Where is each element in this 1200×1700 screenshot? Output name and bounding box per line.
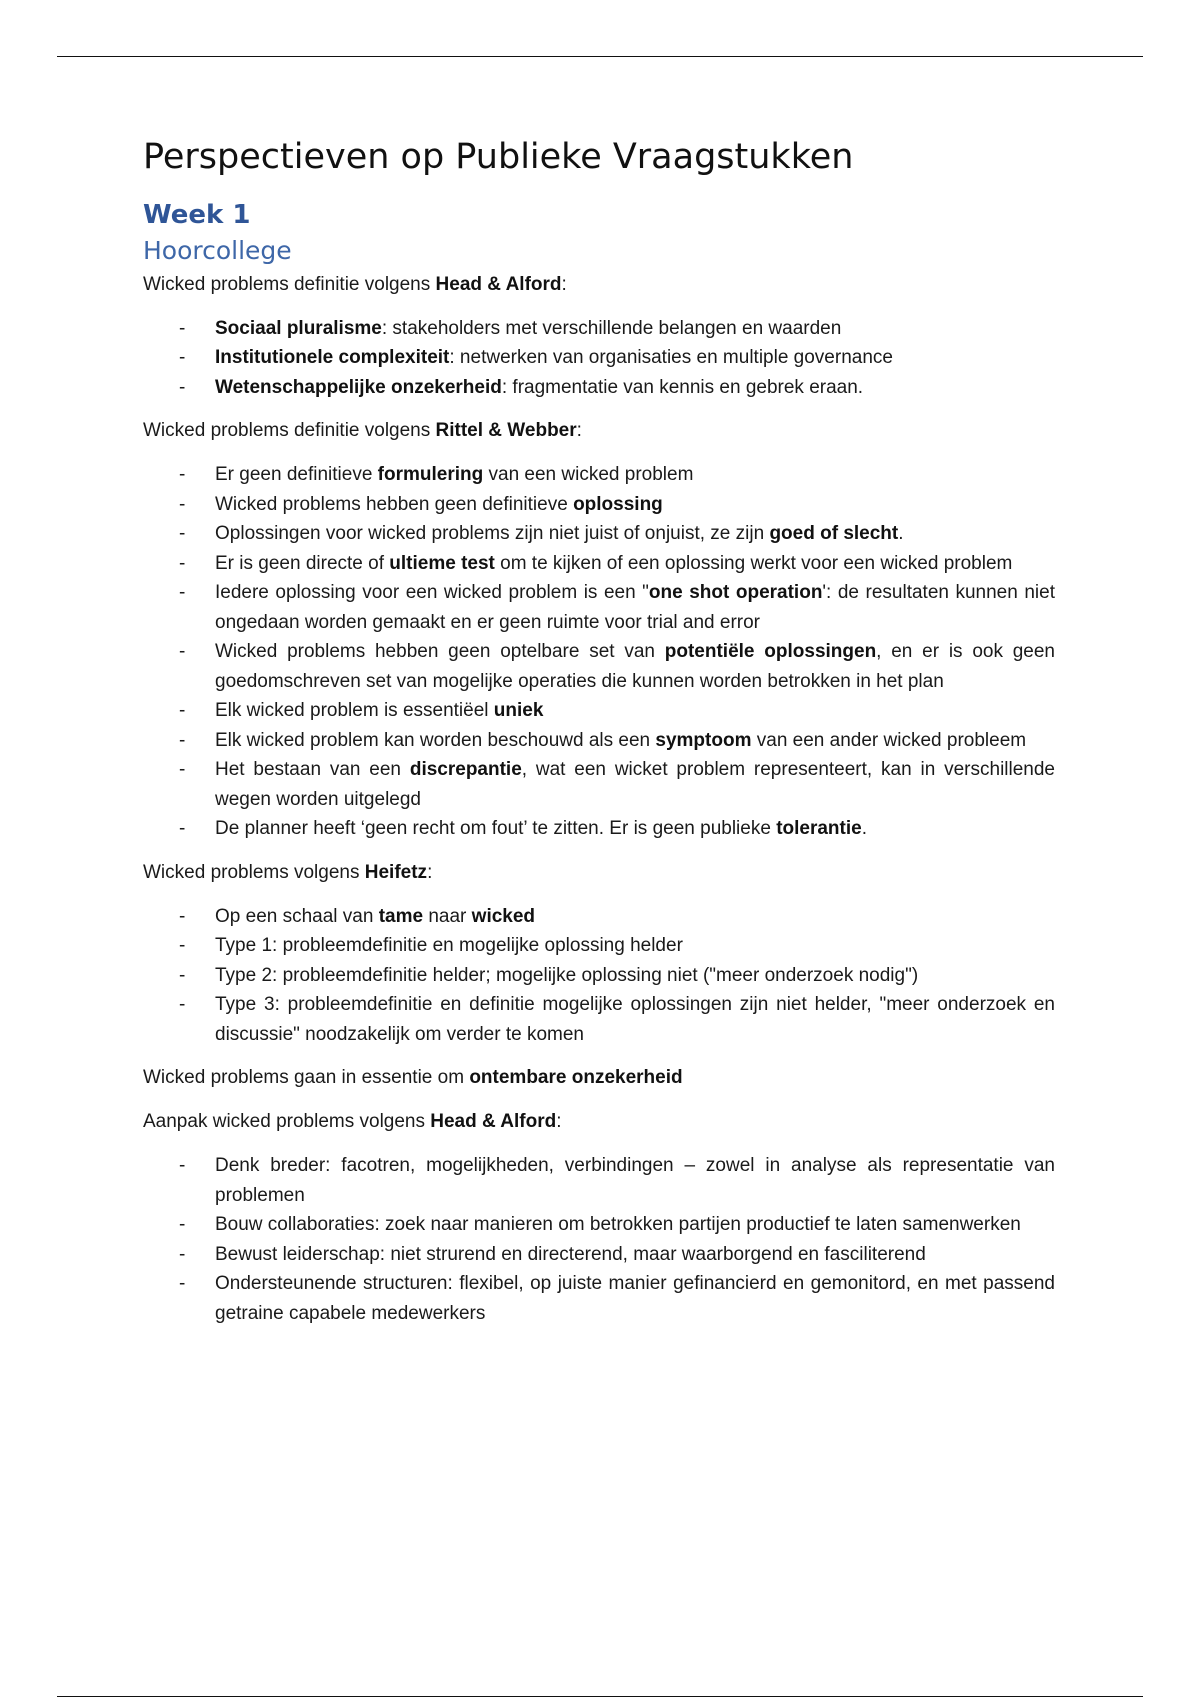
text-run: :: [576, 420, 582, 442]
list-item: [143, 726, 1055, 756]
footer-rule: [57, 1696, 1143, 1697]
bold-text: Heifetz: [364, 861, 428, 883]
list-item: [143, 1210, 1055, 1240]
text-run: Type 2: probleemdefinitie helder; mogelijke oplossing niet ("meer onderzoek nodig"): [215, 964, 919, 986]
text-run: Denk breder: facotren, mogelijkheden, verbindingen – zowel in analyse als representatie van problemen: [215, 1155, 1055, 1206]
list-item: [143, 1240, 1055, 1270]
text-run: Wicked problems definitie volgens: [143, 420, 436, 442]
list-item: [143, 490, 1055, 520]
list-item: [143, 343, 1055, 373]
bold-text: oplossing: [573, 493, 663, 515]
list-item: [143, 902, 1055, 932]
dash-bullet-icon: -: [179, 1214, 186, 1236]
text-run: ': de resultaten kunnen niet ongedaan worden gemaakt en er geen ruimte voor trial and error: [215, 582, 1055, 633]
text-run: Ondersteunende structuren: flexibel, op juiste manier gefinancierd en gemonitord, en met passend getraine capabele medewerkers: [215, 1273, 1055, 1324]
document-body: [143, 136, 1055, 1342]
bullet-list: [143, 460, 1055, 844]
list-item: [143, 549, 1055, 579]
list-item: [143, 1269, 1055, 1328]
bold-text: one shot operation: [648, 582, 823, 604]
bold-text: Sociaal pluralisme: [215, 317, 382, 339]
text-run: : netwerken van organisaties en multiple governance: [449, 347, 893, 369]
paragraph: [143, 1107, 1055, 1137]
list-item: [143, 696, 1055, 726]
dash-bullet-icon: -: [179, 759, 186, 781]
bold-text: ultieme test: [389, 552, 495, 574]
dash-bullet-icon: -: [179, 493, 186, 515]
list-item: [143, 814, 1055, 844]
bold-text: uniek: [493, 700, 544, 722]
list-item: [143, 931, 1055, 961]
list-item: [143, 637, 1055, 696]
bold-text: Wetenschappelijke onzekerheid: [215, 376, 502, 398]
text-run: : stakeholders met verschillende belangen en waarden: [381, 317, 842, 339]
bold-text: wicked: [471, 905, 536, 927]
text-run: Wicked problems hebben geen definitieve: [215, 493, 574, 515]
list-item: [143, 990, 1055, 1049]
header-rule: [57, 56, 1143, 57]
dash-bullet-icon: -: [179, 317, 186, 339]
list-item: [143, 519, 1055, 549]
list-item: [143, 314, 1055, 344]
text-run: Er is geen directe of: [215, 552, 390, 574]
bold-text: discrepantie: [409, 759, 522, 781]
paragraph: [143, 416, 1055, 446]
dash-bullet-icon: -: [179, 347, 186, 369]
bold-text: goed of slecht: [769, 523, 899, 545]
dash-bullet-icon: -: [179, 994, 186, 1016]
list-item: [143, 755, 1055, 814]
week-heading: Week 1: [143, 200, 251, 230]
list-item: [143, 1151, 1055, 1210]
list-item: [143, 460, 1055, 490]
text-run: Bewust leiderschap: niet strurend en directerend, maar waarborgend en fasciliterend: [215, 1243, 926, 1265]
bold-text: tolerantie: [776, 818, 862, 840]
bold-text: formulering: [377, 464, 484, 486]
dash-bullet-icon: -: [179, 641, 186, 663]
text-run: .: [861, 818, 867, 840]
bullet-list: [143, 1151, 1055, 1328]
paragraph: [143, 270, 1055, 300]
list-item: [143, 578, 1055, 637]
text-run: : fragmentatie van kennis en gebrek eraan.: [501, 376, 864, 398]
dash-bullet-icon: -: [179, 552, 186, 574]
bold-text: Institutionele complexiteit: [215, 347, 450, 369]
list-item: [143, 961, 1055, 991]
text-run: Aanpak wicked problems volgens: [143, 1111, 431, 1133]
page-title: Perspectieven op Publieke Vraagstukken: [143, 137, 854, 177]
dash-bullet-icon: -: [179, 523, 186, 545]
bold-text: Head & Alford: [435, 273, 562, 295]
bold-text: Head & Alford: [430, 1111, 557, 1133]
text-run: om te kijken of een oplossing werkt voor een wicked problem: [494, 552, 1013, 574]
bold-text: potentiële oplossingen: [664, 641, 877, 663]
text-run: :: [556, 1111, 562, 1133]
dash-bullet-icon: -: [179, 935, 186, 957]
bullet-list: [143, 902, 1055, 1050]
text-run: Op een schaal van: [215, 905, 379, 927]
dash-bullet-icon: -: [179, 1243, 186, 1265]
text-run: De planner heeft ‘geen recht om fout’ te zitten. Er is geen publieke: [215, 818, 777, 840]
bold-text: tame: [378, 905, 424, 927]
text-run: , en er is ook geen goedomschreven set van mogelijke operaties die kunnen worden betrokken in het plan: [215, 641, 1055, 692]
dash-bullet-icon: -: [179, 905, 186, 927]
bullet-list: [143, 314, 1055, 403]
text-run: Type 1: probleemdefinitie en mogelijke oplossing helder: [215, 935, 683, 957]
text-run: , wat een wicket problem representeert, kan in verschillende wegen worden uitgelegd: [215, 759, 1055, 810]
text-run: van een wicked problem: [483, 464, 694, 486]
text-run: Bouw collaboraties: zoek naar manieren om betrokken partijen productief te laten samenwerken: [215, 1214, 1021, 1236]
text-run: Elk wicked problem is essentiëel: [215, 700, 494, 722]
paragraph: [143, 1063, 1055, 1093]
paragraph: [143, 858, 1055, 888]
dash-bullet-icon: -: [179, 582, 186, 604]
dash-bullet-icon: -: [179, 818, 186, 840]
text-run: :: [427, 861, 433, 883]
dash-bullet-icon: -: [179, 464, 186, 486]
bold-text: Rittel & Webber: [435, 420, 577, 442]
text-run: Iedere oplossing voor een wicked problem is een ": [215, 582, 649, 604]
text-run: Wicked problems gaan in essentie om: [143, 1067, 470, 1089]
text-run: Oplossingen voor wicked problems zijn niet juist of onjuist, ze zijn: [215, 523, 770, 545]
dash-bullet-icon: -: [179, 1273, 186, 1295]
text-run: Er geen definitieve: [215, 464, 378, 486]
notes-content: [143, 270, 1055, 1329]
dash-bullet-icon: -: [179, 700, 186, 722]
text-run: Het bestaan van een: [215, 759, 410, 781]
dash-bullet-icon: -: [179, 376, 186, 398]
text-run: Wicked problems volgens: [143, 861, 365, 883]
text-run: Wicked problems hebben geen optelbare set van: [215, 641, 665, 663]
dash-bullet-icon: -: [179, 964, 186, 986]
text-run: .: [898, 523, 904, 545]
text-run: Type 3: probleemdefinitie en definitie mogelijke oplossingen zijn niet helder, "meer onderzoek en discussie" noodzakelijk om verder te komen: [215, 994, 1055, 1045]
text-run: Elk wicked problem kan worden beschouwd als een: [215, 729, 656, 751]
dash-bullet-icon: -: [179, 1155, 186, 1177]
bold-text: symptoom: [655, 729, 752, 751]
text-run: :: [561, 273, 567, 295]
section-heading: Hoorcollege: [143, 236, 292, 266]
bold-text: ontembare onzekerheid: [469, 1067, 683, 1089]
list-item: [143, 373, 1055, 403]
dash-bullet-icon: -: [179, 729, 186, 751]
text-run: van een ander wicked probleem: [751, 729, 1027, 751]
text-run: naar: [423, 905, 472, 927]
text-run: Wicked problems definitie volgens: [143, 273, 436, 295]
